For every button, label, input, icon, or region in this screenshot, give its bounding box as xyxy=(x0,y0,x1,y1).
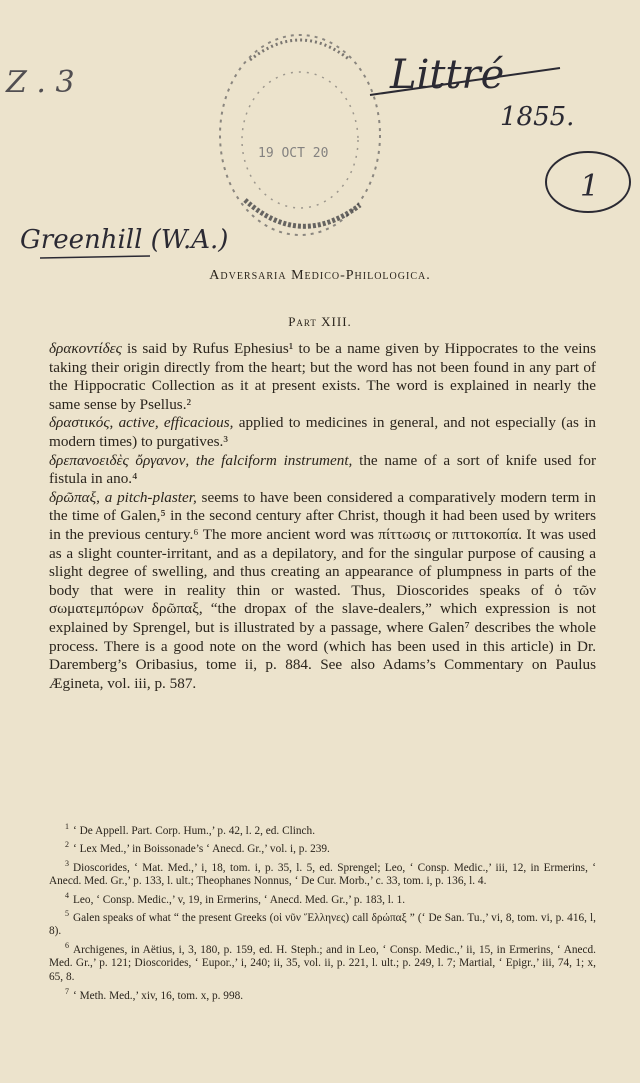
footnote: $^2$ ‘ Lex Med.,’ in Boissonade’s ‘ Anecd. Gr.,’ vol. i, p. 239. xyxy=(65,840,330,856)
circled-number xyxy=(546,152,630,212)
running-head: Adversaria Medico-Philologica. xyxy=(209,268,431,283)
greek-term: δρακοντίδες xyxy=(49,340,122,357)
greek-term: δραστικός xyxy=(49,414,110,432)
paragraph: δρῶπαξ, a pitch-plaster, seems to have been considered a comparatively modern term in the time of Galen,⁵ in the second century after Christ, though it had been used by writers in the previous century.⁶ The more ancient word was πίττωσις or πιττοκοπία. It was used as a slight counter-irritant, and as a depilatory, and for the singular purpose of causing a slight degree of swelling, and thus creating an appearance of plumpness in parts of the body that were in reality thin or wasted. Thus, Dioscorides speaks of ὁ τῶν σωματεμπόρων δρῶπαξ, “the dropax of the slave-dealers,” which expression is not explained by Sprengel, but is illustrated by a passage, where Galen⁷ describes the whole process. There is a good note on the word (which has been used in this article) in Dr. Daremberg’s Oribasius, tome ii, p. 884. See also Adams’s Commentary on Paulus Ægineta, vol. iii, p. 587. xyxy=(49,488,596,692)
footnotes xyxy=(49,820,596,1003)
footnote: $^1$ ‘ De Appell. Part. Corp. Hum.,’ p. 42, l. 2, ed. Clinch. xyxy=(65,822,316,837)
part-heading: Part XIII. xyxy=(288,314,352,329)
handwritten-name: Littré xyxy=(390,52,505,98)
greek-term: δρῶπαξ xyxy=(49,488,97,506)
handwritten-corner-mark: Z . 3 xyxy=(6,65,75,100)
footnote: $^5$ Galen speaks of what “ the present Greeks (οἱ νῦν Ἕλληνες) call δρώπαξ ” (‘ De San. Tu.,’ vi, 8, tom. vi, p. 416, l, 8). xyxy=(49,909,596,938)
library-stamp xyxy=(220,35,380,235)
paragraph: δρεπανοειδὲς ὄργανον, the falciform instrument, the name of a sort of knife used for fistula in ano.⁴ xyxy=(49,451,597,488)
svg-text:1: 1 xyxy=(580,169,600,204)
footnote: $^4$ Leo, ‘ Consp. Medic.,’ v, 19, in Ermerins, ‘ Anecd. Med. Gr.,’ p. 183, l. 1. xyxy=(65,890,406,906)
handwritten-author: Greenhill (W.A.) xyxy=(20,225,229,255)
main-text xyxy=(49,340,596,693)
handwritten-year: 1855. xyxy=(500,102,575,132)
paragraph: δραστικός, active, efficacious, applied to medicines in general, and not especially (as in modern times) to purgatives.³ xyxy=(49,414,597,450)
header-annotations xyxy=(0,0,640,260)
footnote: $^7$ ‘ Meth. Med.,’ xiv, 16, tom. x, p. 998. xyxy=(65,986,244,1002)
greek-term: δρεπανοειδὲς ὄργανον xyxy=(49,451,186,469)
stamp-date: 19 OCT 20 xyxy=(258,146,329,161)
footnote: $^6$ Archigenes, in Aëtius, i, 3, 180, p. 159, ed. H. Steph.; and in Leo, ‘ Consp. Medic.,’ ii, 15, in Ermerins, ‘ Anecd. Med. Gr.,’ p. 121; Dioscorides, ‘ Eupor.,’ i, 240; ii, 35, vol. ii, p. 221, l. ult.; p. 249, l. 7; Martial, ‘ Epigr.,’ iii, 74, 1; x, 65, 8. xyxy=(49,940,596,983)
paragraph: δρακοντίδες is said by Rufus Ephesius¹ to be a name given by Hippocrates to the veins taking their origin directly from the heart; but the word has not been found in any part of the Hippocratic Collection as it at present exists. The word is explained in nearly the same sense by Psellus.² xyxy=(49,340,596,413)
footnote: $^3$ Dioscorides, ‘ Mat. Med.,’ i, 18, tom. i, p. 35, l. 5, ed. Sprengel; Leo, ‘ Consp. Medic.,’ iii, 12, in Ermerins, ‘ Anecd. Med. Gr.,’ p. 133, l. ult.; Theophanes Nonnus, ‘ De Cur. Morb.,’ c. 33, tom. i, p. 136, l. 4. xyxy=(49,858,596,888)
